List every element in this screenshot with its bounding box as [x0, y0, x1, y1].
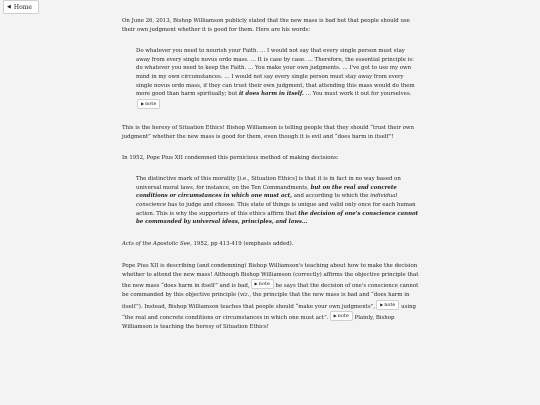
- note-button[interactable]: ▶note: [137, 99, 160, 109]
- paragraph-pius: In 1952, Pope Pius XII condemned this pernicious method of making decisions:: [122, 154, 339, 161]
- quote-text: Do whatever you need to nourish your Faith. … I would not say that every single person must stay away from every single novus ordo mass. … It is case by case. … Therefore, the essential principle is: do whatever you need to keep the Faith. … You make your own judgments. … I've got to use my own mind in my own circumstances. … I would not say every single person must stay away from every single novus ordo mass, if they can trust their own judgment, that attending this mass would do them more good than harm spiritually; but: [136, 48, 415, 98]
- paragraph-analysis: Pope Pius XII is describing (and condemning) Bishop Williamson's teaching about how to make the decision whether to attend the new mass! Although Bishop Williamson (correctly) affirms the objective principle that the new mass “does harm in itself” and is bad, ▶note he says that the decision of one's conscience cannot be commanded by this objective principle (viz., the principle that the new mass is bad and “does harm in itself”). Instead, Bishop Williamson teaches that people should “make your own judgments”, ▶note using “the real and concrete conditions or circumstances in which one must act”. ▶note Plainly, Bishop Williamson is teaching the heresy of Situation Ethics!: [122, 263, 419, 330]
- home-label: Home: [13, 3, 32, 11]
- play-icon: ▶: [380, 301, 384, 307]
- paragraph-heresy: This is the heresy of Situation Ethics! Bishop Williamson is telling people that they should “trust their own judgment” whether the new mass is good for them, even though it is evil and “does harm in itself”!: [122, 125, 414, 140]
- paragraph-intro: On June 26, 2013, Bishop Williamson publicly stated that the new mass is bad but that people should use their own judgment whether it is good for them. Here are his words:: [122, 18, 410, 33]
- quote-pius: The distinctive mark of this morality [i.e., Situation Ethics] is that it is in fact in no way based on universal moral laws, for instance, on the Ten Commandments, but on the real and concrete conditions or circumstances in which one must act, and according to which the individual conscience has to judge and choose. This state of things is unique and valid only once for each human action. This is why the supporters of this ethics affirm that the decision of one's conscience cannot be commanded by universal ideas, principles, and laws...: [136, 176, 419, 226]
- quote-end: … You must work it out for yourselves.: [303, 91, 412, 98]
- note-button[interactable]: ▶note: [251, 279, 274, 289]
- citation: Acts of the Apostolic See, 1952, pp 413-419 (emphasis added).: [122, 240, 294, 247]
- note-button[interactable]: ▶note: [330, 311, 353, 321]
- play-icon: ▶: [254, 281, 258, 287]
- quote-williamson: [136, 47, 420, 110]
- quote-emphasis: it does harm in itself.: [239, 91, 304, 98]
- note-button[interactable]: ▶note: [376, 300, 399, 310]
- play-icon: ▶: [141, 100, 145, 106]
- play-icon: ▶: [333, 313, 337, 319]
- citation-source: Acts of the Apostolic See: [122, 240, 191, 247]
- article: [122, 17, 420, 331]
- home-button[interactable]: [3, 0, 39, 14]
- left-arrow-icon: ◀: [7, 4, 11, 10]
